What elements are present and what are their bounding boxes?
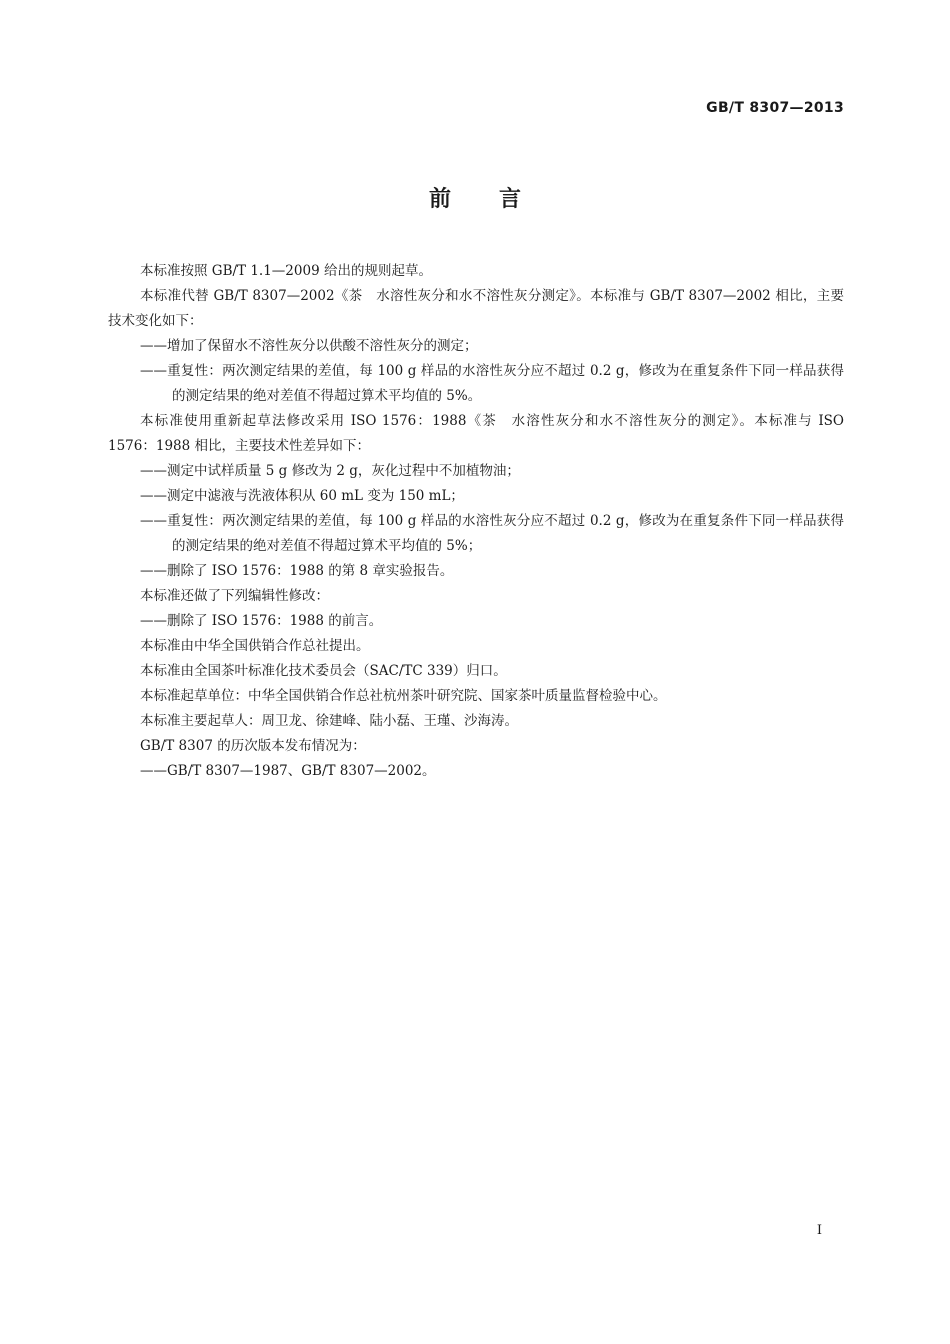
- paragraph-drafting-units: 本标准起草单位：中华全国供销合作总社杭州茶叶研究院、国家茶叶质量监督检验中心。: [140, 688, 667, 704]
- list-item: ——删除了 ISO 1576：1988 的前言。: [140, 613, 383, 629]
- paragraph-committee: 本标准由全国茶叶标准化技术委员会（SAC/TC 339）归口。: [140, 663, 507, 679]
- list-item: ——重复性：两次测定结果的差值，每 100 g 样品的水溶性灰分应不超过 0.2 g，修改为在重复条件下同一样品获得的测定结果的绝对差值不得超过算术平均值的 5%。: [140, 363, 844, 404]
- list-item: ——删除了 ISO 1576：1988 的第 8 章实验报告。: [140, 563, 454, 579]
- paragraph-editorial: 本标准还做了下列编辑性修改：: [140, 588, 329, 604]
- list-item: ——GB/T 8307—1987、GB/T 8307—2002。: [140, 763, 436, 779]
- paragraph-history: GB/T 8307 的历次版本发布情况为：: [140, 738, 366, 754]
- paragraph-iso-adoption: 本标准使用重新起草法修改采用 ISO 1576：1988《茶 水溶性灰分和水不溶性灰分的测定》。本标准与 ISO 1576：1988 相比，主要技术性差异如下：: [108, 413, 844, 454]
- paragraph-proposer: 本标准由中华全国供销合作总社提出。: [140, 638, 370, 654]
- paragraph-replaces: 本标准代替 GB/T 8307—2002《茶 水溶性灰分和水不溶性灰分测定》。本标准与 GB/T 8307—2002 相比，主要技术变化如下：: [108, 288, 844, 329]
- list-item: ——重复性：两次测定结果的差值，每 100 g 样品的水溶性灰分应不超过 0.2 g，修改为在重复条件下同一样品获得的测定结果的绝对差值不得超过算术平均值的 5%；: [140, 513, 844, 554]
- standard-number: GB/T 8307—2013: [706, 100, 844, 116]
- list-item: ——测定中试样质量 5 g 修改为 2 g，灰化过程中不加植物油；: [140, 463, 520, 479]
- paragraph-drafting-rules: 本标准按照 GB/T 1.1—2009 给出的规则起草。: [140, 263, 432, 279]
- foreword-body: [108, 259, 844, 784]
- paragraph-drafters: 本标准主要起草人：周卫龙、徐建峰、陆小磊、王瑾、沙海涛。: [140, 713, 518, 729]
- list-item: ——增加了保留水不溶性灰分以供酸不溶性灰分的测定；: [140, 338, 478, 354]
- page-title: 前言: [428, 187, 569, 212]
- list-item: ——测定中滤液与洗液体积从 60 mL 变为 150 mL；: [140, 488, 464, 504]
- page-number: I: [816, 1223, 822, 1238]
